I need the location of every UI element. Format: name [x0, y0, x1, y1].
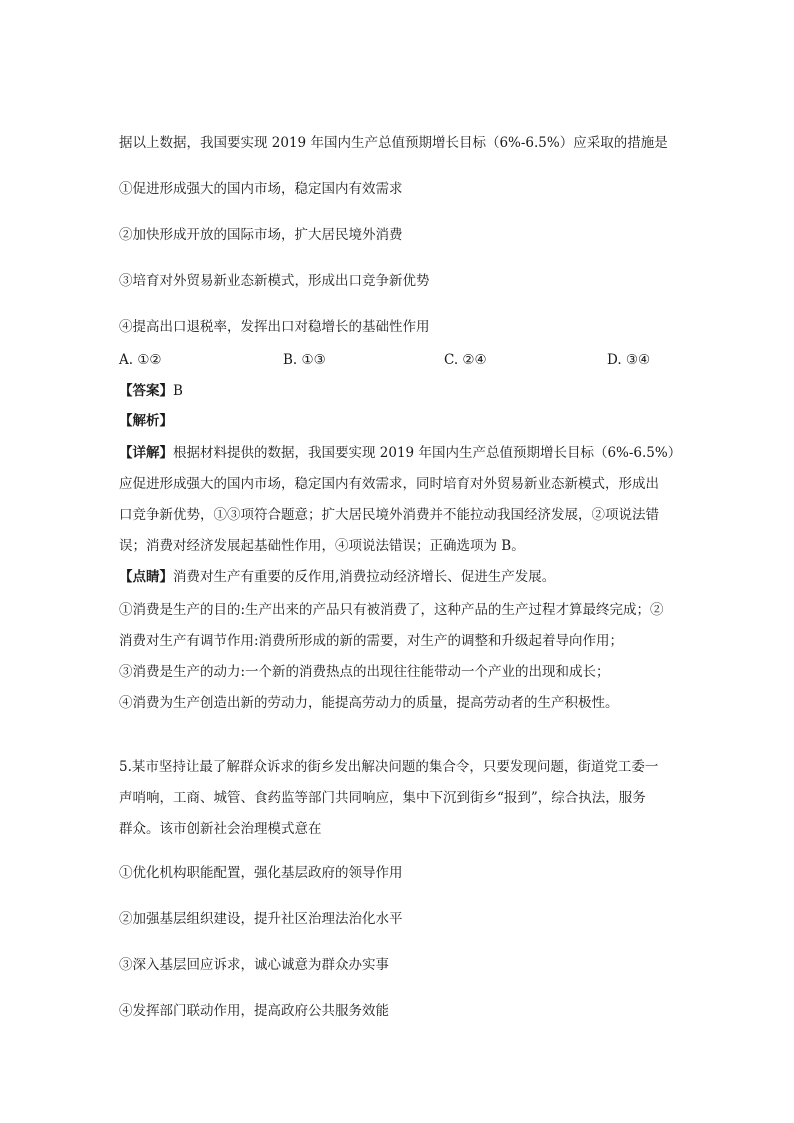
q5-stem-line-3: 群众。该市创新社会治理模式意在 — [119, 821, 322, 837]
answer-tag: 【答案】 — [119, 383, 173, 399]
analysis-tag: 【解析】 — [119, 413, 173, 429]
q5-item-4: ④发挥部门联动作用，提高政府公共服务效能 — [119, 1003, 389, 1019]
detail-line-4: 误；消费对经济发展起基础性作用，④项说法错误；正确选项为 B。 — [119, 538, 525, 554]
q4-item-3: ③培育对外贸易新业态新模式，形成出口竞争新优势 — [119, 273, 430, 289]
detail-tag: 【详解】 — [119, 445, 173, 461]
tip-line-3: ③消费是生产的动力:一个新的消费热点的出现往往能带动一个产业的出现和成长； — [119, 664, 610, 680]
tip-line-1: ①消费是生产的目的:生产出来的产品只有被消费了，这种产品的生产过程才算最终完成；② — [119, 602, 664, 618]
q4-item-4: ④提高出口退税率，发挥出口对稳增长的基础性作用 — [119, 319, 430, 335]
tip-line — [119, 567, 555, 587]
q5-stem-line-1: 5.某市坚持让最了解群众诉求的街乡发出解决问题的集合令，只要发现问题，街道党工委一 — [119, 759, 659, 775]
answer-line — [119, 381, 183, 401]
detail-text-1: 根据材料提供的数据，我国要实现 2019 年国内生产总值预期增长目标（6%-6.5%） — [173, 445, 682, 461]
detail-line-3: 口竞争新优势，①③项符合题意；扩大居民境外消费并不能拉动我国经济发展，②项说法错 — [119, 507, 659, 523]
detail-line-2: 应促进形成强大的国内市场，稳定国内有效需求，同时培育对外贸易新业态新模式，形成出 — [119, 476, 659, 492]
q4-option-c: C. ②④ — [444, 352, 487, 368]
q4-option-d: D. ③④ — [607, 352, 651, 368]
answer-value: B — [173, 383, 183, 399]
q5-item-1: ①优化机构职能配置，强化基层政府的领导作用 — [119, 865, 403, 881]
q5-stem-line-2: 声哨响，工商、城管、食药监等部门共同响应，集中下沉到街乡“报到”，综合执法，服务 — [119, 790, 646, 806]
tip-text: 消费对生产有重要的反作用,消费拉动经济增长、促进生产发展。 — [173, 569, 556, 585]
detail-line-1 — [119, 443, 681, 463]
q4-item-1: ①促进形成强大的国内市场，稳定国内有效需求 — [119, 181, 403, 197]
tip-line-2: 消费对生产有调节作用:消费所形成的新的需要，对生产的调整和升级起着导向作用； — [119, 633, 624, 649]
q5-item-2: ②加强基层组织建设，提升社区治理法治化水平 — [119, 911, 403, 927]
tip-line-4: ④消费为生产创造出新的劳动力，能提高劳动力的质量，提高劳动者的生产积极性。 — [119, 695, 619, 711]
q5-item-3: ③深入基层回应诉求，诚心诚意为群众办实事 — [119, 957, 389, 973]
q4-stem: 据以上数据，我国要实现 2019 年国内生产总值预期增长目标（6%-6.5%）应采取的措施是 — [119, 135, 668, 151]
q4-option-b: B. ①③ — [283, 352, 326, 368]
q4-option-a: A. ①② — [119, 352, 162, 368]
tip-tag: 【点睛】 — [119, 569, 173, 585]
q4-item-2: ②加快形成开放的国际市场，扩大居民境外消费 — [119, 227, 403, 243]
